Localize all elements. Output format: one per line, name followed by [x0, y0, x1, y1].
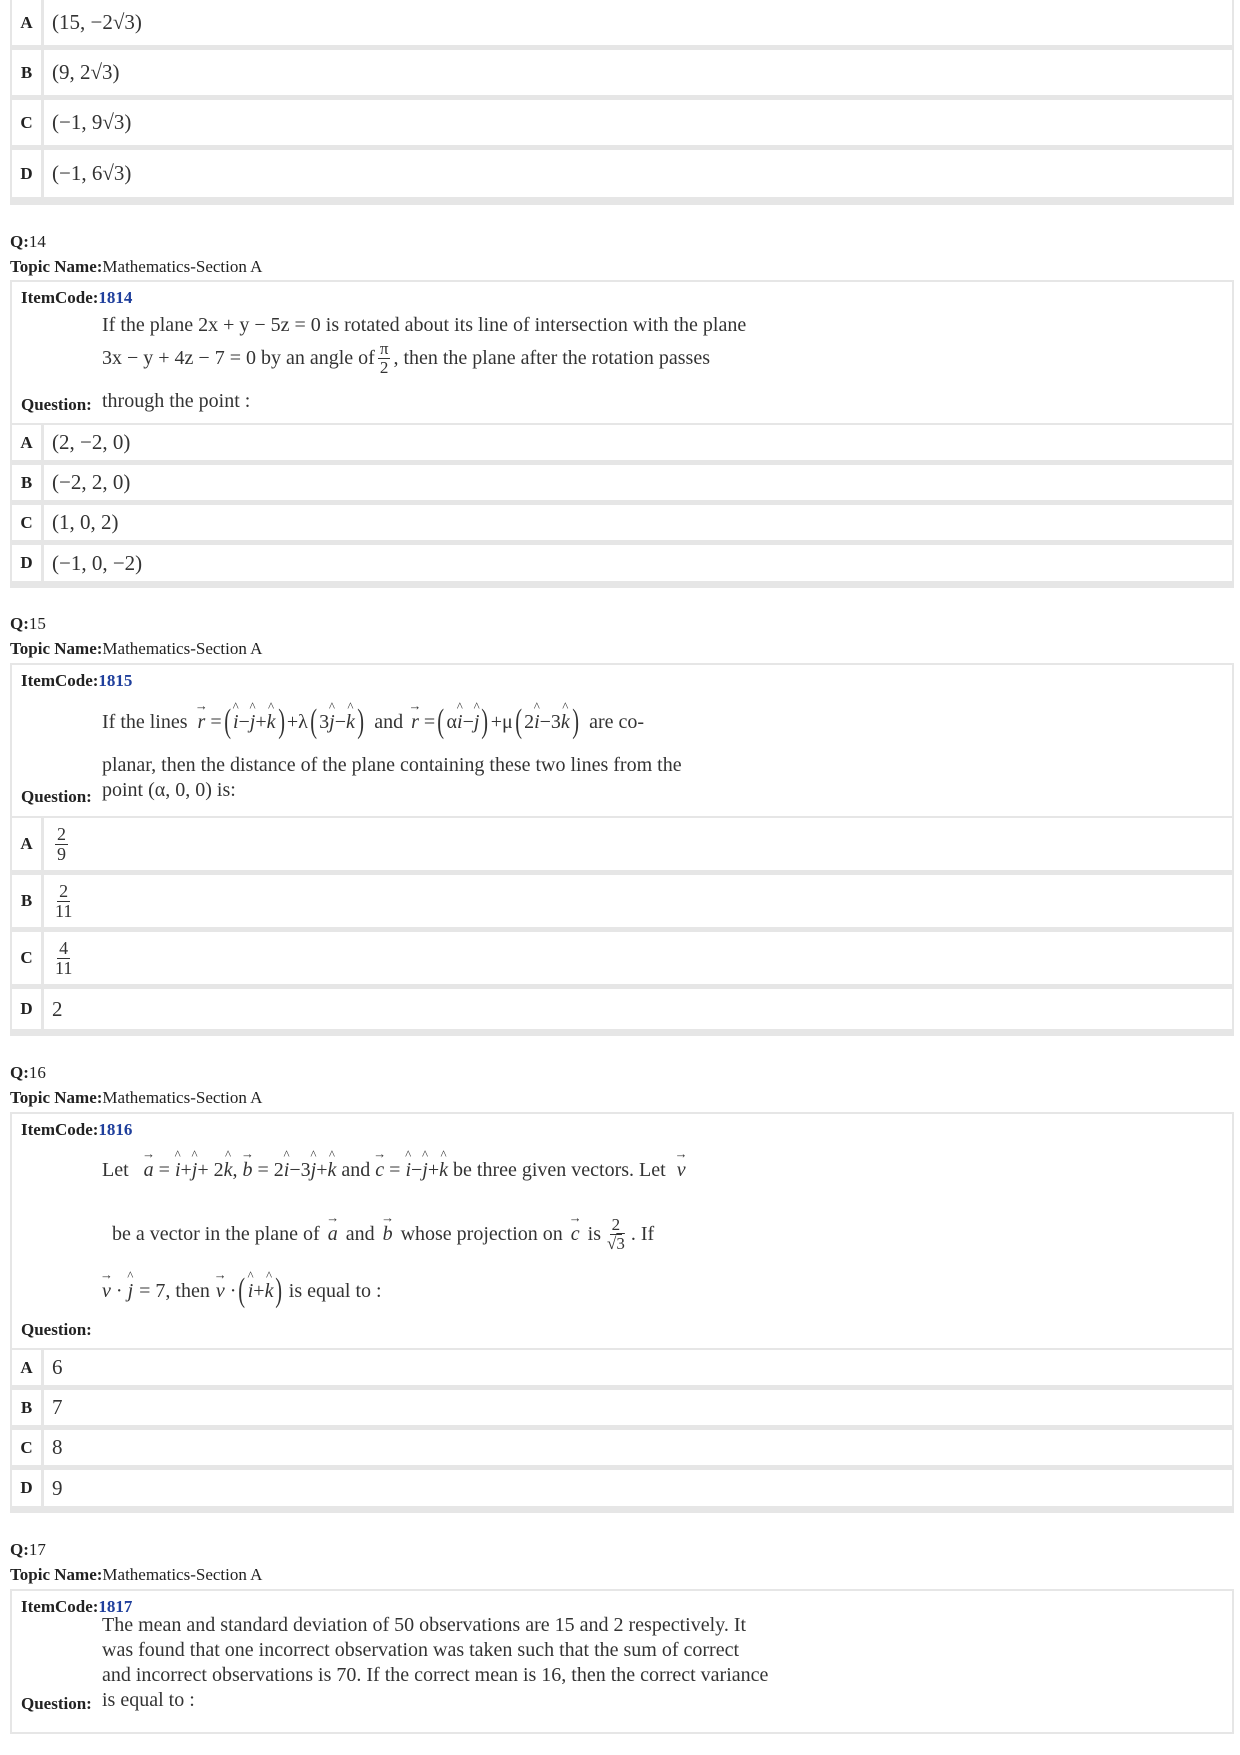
option-text: (2, −2, 0)	[52, 430, 131, 454]
option-label: B	[12, 50, 44, 95]
question-box	[10, 663, 1234, 818]
option-label: D	[12, 150, 44, 197]
option-text: 2	[52, 996, 63, 1021]
topic-name: Topic Name:Mathematics-Section A	[10, 639, 263, 658]
question-line: and incorrect observations is 70. If the correct mean is 16, then the correct variance	[102, 1664, 769, 1686]
option-row[interactable]	[12, 465, 1232, 500]
question-line: is equal to :	[102, 1689, 195, 1711]
option-text: (9, 2√3)	[52, 60, 120, 84]
question-label: Question:	[21, 1694, 92, 1713]
option-label: D	[12, 989, 44, 1029]
question-box	[10, 1589, 1234, 1734]
question-line: 3x − y + 4z − 7 = 0 by an angle of $\frac{\pi}{2}$ , then the plane after the rotation passes	[102, 339, 710, 377]
topic-name: Topic Name:Mathematics-Section A	[10, 1088, 263, 1107]
option-label: B	[12, 875, 44, 927]
option-row[interactable]	[12, 50, 1232, 95]
question-box	[10, 1112, 1234, 1350]
option-text: (−2, 2, 0)	[52, 470, 131, 494]
q15-options	[10, 818, 1234, 1036]
option-fraction: $\frac{2}{9}$	[57, 823, 66, 864]
option-text: (−1, 0, −2)	[52, 550, 143, 575]
topic-name: Topic Name:Mathematics-Section A	[10, 257, 263, 276]
question-line: The mean and standard deviation of 50 observations are 15 and 2 respectively. It	[102, 1614, 747, 1636]
question-line: → v · ^ j = 7, then → v · ( ^ i+^ k ) is equal to :	[102, 1274, 382, 1308]
option-row[interactable]	[12, 425, 1232, 460]
question-label: Question:	[21, 1320, 92, 1339]
option-label: A	[12, 818, 44, 870]
fraction: $\frac{\pi}{2}$	[379, 339, 389, 377]
option-label: D	[12, 1470, 44, 1506]
q13-options	[10, 0, 1234, 205]
option-label: A	[12, 0, 44, 45]
question-line: be a vector in the plane of → a and → b whose projection on → c is $\frac{2}{√3}$ . If	[112, 1216, 654, 1253]
question-line: If the plane 2x + y − 5z = 0 is rotated about its line of intersection with the plane	[102, 314, 747, 336]
topic-name: Topic Name:Mathematics-Section A	[10, 1565, 263, 1584]
question-label: Question:	[21, 395, 92, 414]
option-text: (−1, 9√3)	[52, 110, 132, 134]
q14-options	[10, 425, 1234, 588]
option-row[interactable]	[12, 1430, 1232, 1465]
option-label: B	[12, 1390, 44, 1425]
q16-options	[10, 1350, 1234, 1513]
question-box	[10, 280, 1234, 425]
item-code: ItemCode:1814	[21, 288, 133, 307]
fraction: $\frac{2}{√3}$	[607, 1215, 625, 1253]
question-line: If the lines → r = ( ^ i−^ j+^ k ) +λ ( 3^ j−^ k ) and → r = ( α^ i−^ j ) +μ ( 2^ i−3^ k ) are co-	[102, 705, 644, 739]
option-text: 9	[52, 1475, 63, 1500]
option-row[interactable]	[12, 1390, 1232, 1425]
option-text: 8	[52, 1435, 63, 1459]
option-row[interactable]	[12, 932, 1232, 984]
question-line: was found that one incorrect observation was taken such that the sum of correct	[102, 1639, 740, 1661]
option-row[interactable]	[12, 989, 1232, 1029]
option-text: (−1, 6√3)	[52, 161, 132, 185]
option-label: C	[12, 505, 44, 540]
option-row[interactable]	[12, 818, 1232, 870]
question-number: Q:16	[10, 1063, 46, 1082]
option-label: A	[12, 425, 44, 460]
option-row[interactable]	[12, 100, 1232, 145]
option-text: (15, −2√3)	[52, 10, 142, 34]
option-row[interactable]	[12, 505, 1232, 540]
option-label: C	[12, 100, 44, 145]
option-row[interactable]	[12, 150, 1232, 197]
option-label: B	[12, 465, 44, 500]
option-fraction: $\frac{4}{11}$	[55, 937, 73, 978]
option-label: A	[12, 1350, 44, 1385]
item-code: ItemCode:1817	[21, 1597, 133, 1616]
option-row[interactable]	[12, 1470, 1232, 1506]
option-row[interactable]	[12, 1350, 1232, 1385]
option-row[interactable]	[12, 545, 1232, 581]
question-number: Q:17	[10, 1540, 46, 1559]
option-row[interactable]	[12, 0, 1232, 45]
item-code: ItemCode:1815	[21, 671, 133, 690]
option-row[interactable]	[12, 875, 1232, 927]
option-fraction: $\frac{2}{11}$	[55, 880, 73, 921]
question-line: point (α, 0, 0) is:	[102, 779, 236, 801]
option-label: D	[12, 545, 44, 581]
question-number: Q:15	[10, 614, 46, 633]
option-text: 6	[52, 1355, 63, 1379]
option-label: C	[12, 932, 44, 984]
question-label: Question:	[21, 787, 92, 806]
option-label: C	[12, 1430, 44, 1465]
option-text: 7	[52, 1395, 63, 1419]
question-line: through the point :	[102, 390, 251, 412]
question-line: planar, then the distance of the plane containing these two lines from the	[102, 754, 682, 776]
option-text: (1, 0, 2)	[52, 510, 119, 534]
question-line: Let → a = ^ i+^ j+ 2^ k, → b = 2^ i−3^ j+^ k and → c = ^ i−^ j+^ k be three given vectors. Let → v	[102, 1160, 686, 1180]
question-number: Q:14	[10, 232, 46, 251]
item-code: ItemCode:1816	[21, 1120, 133, 1139]
